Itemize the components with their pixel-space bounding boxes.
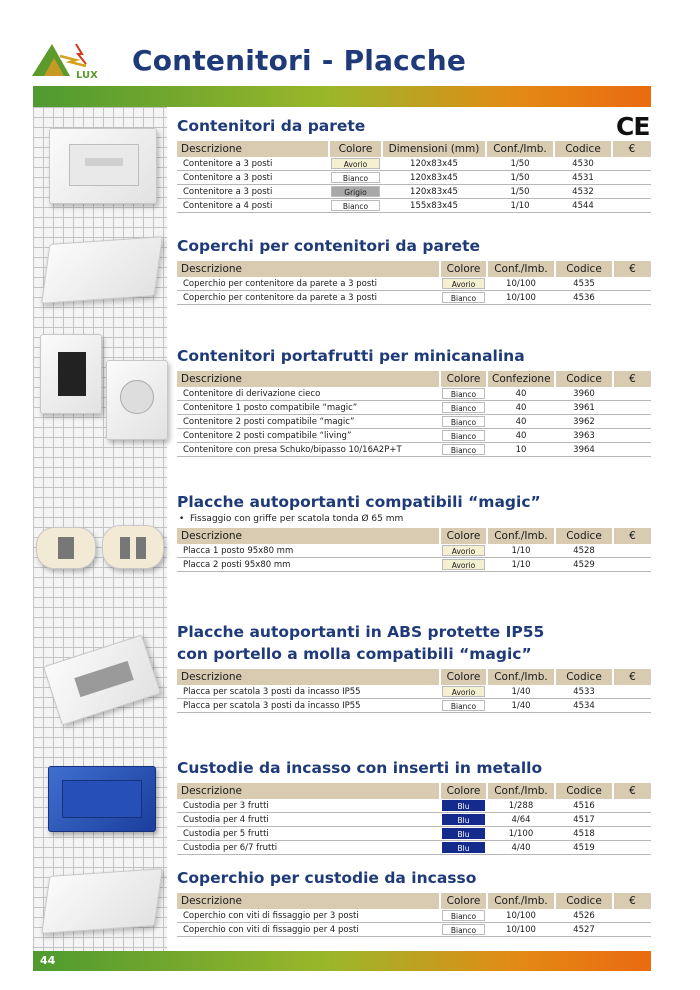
table-row	[177, 277, 651, 291]
table-row	[177, 699, 651, 713]
cell-descrizione: Coperchio per contenitore da parete a 3 posti	[177, 277, 440, 291]
cell-descrizione: Contenitore 1 posto compatibile “magic”	[177, 401, 440, 415]
col-header-codice: Codice	[554, 141, 612, 157]
col-header-codice: Codice	[555, 261, 613, 277]
page-title: Contenitori - Placche	[132, 44, 467, 77]
cell-conf: 4/40	[487, 841, 555, 855]
cell-dimensioni: 155x83x45	[382, 199, 486, 213]
cell-conf: 40	[487, 401, 555, 415]
table-row	[177, 185, 651, 199]
color-swatch: Bianco	[442, 700, 485, 711]
col-header-colore: Colore	[440, 371, 487, 387]
table-row	[177, 401, 651, 415]
cell-price	[613, 685, 651, 699]
cell-codice: 4531	[554, 171, 612, 185]
cell-conf: 10/100	[487, 923, 555, 937]
cell-conf: 40	[487, 387, 555, 401]
table-row	[177, 443, 651, 457]
cell-descrizione: Contenitore 2 posti compatibile “living”	[177, 429, 440, 443]
col-header-descrizione: Descrizione	[177, 669, 440, 685]
product-image-box-cover	[40, 866, 164, 940]
cell-descrizione: Custodia per 4 frutti	[177, 813, 440, 827]
cell-codice: 4519	[555, 841, 613, 855]
table-row	[177, 841, 651, 855]
brand-logo	[30, 40, 120, 82]
logo-text: LUX	[76, 70, 98, 81]
product-image-magic-plates	[36, 523, 166, 573]
cell-descrizione: Placca 2 posti 95x80 mm	[177, 558, 440, 572]
header-color-bar	[33, 86, 651, 107]
color-swatch: Avorio	[442, 278, 485, 289]
section-title: Contenitori portafrutti per minicanalina	[177, 347, 525, 365]
product-image-wall-box	[45, 122, 163, 212]
cell-price	[613, 387, 651, 401]
product-image-minicanalina	[40, 330, 170, 450]
cell-descrizione: Coperchio con viti di fissaggio per 3 posti	[177, 909, 440, 923]
col-header-conf: Conf./Imb.	[487, 893, 555, 909]
cell-conf: 1/288	[487, 799, 555, 813]
cell-conf: 10/100	[487, 909, 555, 923]
cell-codice: 4528	[555, 544, 613, 558]
col-header-colore: Colore	[440, 783, 487, 799]
col-header-conf: Conf./Imb.	[487, 528, 555, 544]
cell-descrizione: Placca per scatola 3 posti da incasso IP55	[177, 685, 440, 699]
col-header-price: €	[613, 783, 651, 799]
cell-price	[613, 841, 651, 855]
color-swatch: Bianco	[442, 402, 485, 413]
col-header-conf: Conf./Imb.	[487, 261, 555, 277]
product-table	[177, 669, 651, 713]
cell-conf: 40	[487, 415, 555, 429]
col-header-conf: Conf./Imb.	[487, 783, 555, 799]
col-header-colore: Colore	[440, 528, 487, 544]
cell-dimensioni: 120x83x45	[382, 157, 486, 171]
section-wall-box-covers	[177, 235, 651, 305]
table-row	[177, 429, 651, 443]
col-header-dimensioni: Dimensioni (mm)	[382, 141, 486, 157]
cell-codice: 4534	[555, 699, 613, 713]
table-row	[177, 909, 651, 923]
col-header-descrizione: Descrizione	[177, 371, 440, 387]
col-header-conf: Conf./Imb.	[486, 141, 554, 157]
section-magic-plates	[177, 491, 651, 572]
col-header-colore: Colore	[329, 141, 382, 157]
table-row	[177, 923, 651, 937]
cell-descrizione: Custodia per 5 frutti	[177, 827, 440, 841]
color-swatch: Blu	[442, 842, 485, 853]
table-row	[177, 799, 651, 813]
cell-descrizione: Placca 1 posto 95x80 mm	[177, 544, 440, 558]
color-swatch: Bianco	[442, 910, 485, 921]
cell-price	[613, 429, 651, 443]
cell-price	[612, 157, 651, 171]
color-swatch: Blu	[442, 828, 485, 839]
cell-descrizione: Contenitore con presa Schuko/bipasso 10/16A2P+T	[177, 443, 440, 457]
section-minicanalina	[177, 345, 651, 457]
cell-codice: 3962	[555, 415, 613, 429]
table-row	[177, 387, 651, 401]
cell-conf: 40	[487, 429, 555, 443]
section-title: Coperchi per contenitori da parete	[177, 237, 480, 255]
color-swatch: Avorio	[442, 559, 485, 570]
product-table	[177, 783, 651, 855]
table-row	[177, 199, 651, 213]
cell-descrizione: Placca per scatola 3 posti da incasso IP55	[177, 699, 440, 713]
cell-descrizione: Custodia per 3 frutti	[177, 799, 440, 813]
color-swatch: Grigio	[331, 186, 380, 197]
cell-price	[613, 827, 651, 841]
cell-conf: 1/50	[486, 157, 554, 171]
cell-price	[613, 909, 651, 923]
col-header-codice: Codice	[555, 893, 613, 909]
cell-conf: 1/10	[487, 558, 555, 572]
product-table	[177, 893, 651, 937]
cell-codice: 3963	[555, 429, 613, 443]
ce-mark: CE	[616, 112, 650, 141]
col-header-price: €	[612, 141, 651, 157]
cell-price	[613, 401, 651, 415]
cell-codice: 4536	[555, 291, 613, 305]
cell-dimensioni: 120x83x45	[382, 185, 486, 199]
cell-codice: 4530	[554, 157, 612, 171]
cell-conf: 4/64	[487, 813, 555, 827]
color-swatch: Blu	[442, 800, 485, 811]
section-title: Placche autoportanti in ABS protette IP55	[177, 623, 545, 641]
col-header-confezione: Confezione	[487, 371, 555, 387]
page-number: 44	[40, 954, 56, 967]
col-header-price: €	[613, 528, 651, 544]
cell-codice: 3961	[555, 401, 613, 415]
col-header-colore: Colore	[440, 669, 487, 685]
section-title: Placche autoportanti compatibili “magic”	[177, 493, 541, 511]
cell-codice: 4518	[555, 827, 613, 841]
col-header-codice: Codice	[555, 528, 613, 544]
product-table	[177, 371, 651, 457]
cell-descrizione: Contenitore a 3 posti	[177, 185, 329, 199]
col-header-price: €	[613, 261, 651, 277]
cell-descrizione: Custodia per 6/7 frutti	[177, 841, 440, 855]
cell-codice: 4544	[554, 199, 612, 213]
color-swatch: Bianco	[442, 430, 485, 441]
col-header-conf: Conf./Imb.	[487, 669, 555, 685]
cell-conf: 1/50	[486, 171, 554, 185]
cell-conf: 10/100	[487, 291, 555, 305]
color-swatch: Bianco	[331, 200, 380, 211]
section-title-line2: con portello a molla compatibili “magic”	[177, 645, 532, 663]
cell-price	[613, 544, 651, 558]
cell-conf: 1/40	[487, 685, 555, 699]
color-swatch: Bianco	[442, 924, 485, 935]
cell-price	[612, 199, 651, 213]
cell-codice: 4517	[555, 813, 613, 827]
product-table	[177, 528, 651, 572]
cell-descrizione: Contenitore 2 posti compatibile “magic”	[177, 415, 440, 429]
cell-dimensioni: 120x83x45	[382, 171, 486, 185]
cell-conf: 1/40	[487, 699, 555, 713]
color-swatch: Avorio	[442, 686, 485, 697]
color-swatch: Avorio	[442, 545, 485, 556]
cell-price	[613, 291, 651, 305]
cell-conf: 1/10	[486, 199, 554, 213]
table-row	[177, 558, 651, 572]
cell-conf: 1/10	[487, 544, 555, 558]
col-header-descrizione: Descrizione	[177, 261, 440, 277]
col-header-descrizione: Descrizione	[177, 528, 440, 544]
bullet-icon: •	[179, 514, 191, 524]
col-header-descrizione: Descrizione	[177, 783, 440, 799]
col-header-price: €	[613, 669, 651, 685]
col-header-descrizione: Descrizione	[177, 893, 440, 909]
cell-conf: 10/100	[487, 277, 555, 291]
section-ip55-plates	[177, 621, 651, 713]
col-header-price: €	[613, 371, 651, 387]
cell-codice: 4535	[555, 277, 613, 291]
product-table	[177, 261, 651, 305]
table-row	[177, 813, 651, 827]
cell-conf: 10	[487, 443, 555, 457]
cell-price	[613, 558, 651, 572]
cell-descrizione: Coperchio per contenitore da parete a 3 posti	[177, 291, 440, 305]
section-flush-boxes	[177, 757, 651, 855]
cell-codice: 4526	[555, 909, 613, 923]
col-header-codice: Codice	[555, 669, 613, 685]
product-table	[177, 141, 651, 213]
cell-descrizione: Contenitore a 3 posti	[177, 171, 329, 185]
cell-price	[612, 171, 651, 185]
cell-price	[613, 923, 651, 937]
cell-codice: 3964	[555, 443, 613, 457]
section-title: Custodie da incasso con inserti in metallo	[177, 759, 543, 777]
table-row	[177, 291, 651, 305]
color-swatch: Bianco	[442, 444, 485, 455]
cell-codice: 3960	[555, 387, 613, 401]
cell-price	[613, 443, 651, 457]
table-row	[177, 827, 651, 841]
cell-descrizione: Contenitore a 3 posti	[177, 157, 329, 171]
color-swatch: Bianco	[442, 292, 485, 303]
cell-price	[612, 185, 651, 199]
color-swatch: Bianco	[331, 172, 380, 183]
col-header-colore: Colore	[440, 261, 487, 277]
cell-codice: 4527	[555, 923, 613, 937]
cell-price	[613, 277, 651, 291]
table-row	[177, 415, 651, 429]
cell-descrizione: Coperchio con viti di fissaggio per 4 posti	[177, 923, 440, 937]
table-row	[177, 171, 651, 185]
color-swatch: Bianco	[442, 388, 485, 399]
section-flush-box-covers	[177, 867, 651, 937]
section-note: • Fissaggio con griffe per scatola tonda Ø 65 mm	[179, 514, 404, 524]
footer-color-bar	[33, 951, 651, 971]
table-row	[177, 544, 651, 558]
table-row	[177, 157, 651, 171]
col-header-codice: Codice	[555, 371, 613, 387]
cell-codice: 4529	[555, 558, 613, 572]
cell-price	[613, 415, 651, 429]
cell-codice: 4532	[554, 185, 612, 199]
col-header-colore: Colore	[440, 893, 487, 909]
col-header-descrizione: Descrizione	[177, 141, 329, 157]
cell-conf: 1/50	[486, 185, 554, 199]
color-swatch: Avorio	[331, 158, 380, 169]
cell-descrizione: Contenitore a 4 posti	[177, 199, 329, 213]
product-image-blue-box	[44, 760, 162, 840]
section-wall-boxes	[177, 115, 651, 213]
cell-price	[613, 699, 651, 713]
section-title: Coperchio per custodie da incasso	[177, 869, 477, 887]
product-image-ip55-plate	[44, 635, 166, 725]
table-row	[177, 685, 651, 699]
cell-price	[613, 813, 651, 827]
cell-conf: 1/100	[487, 827, 555, 841]
cell-codice: 4533	[555, 685, 613, 699]
color-swatch: Blu	[442, 814, 485, 825]
section-title: Contenitori da parete	[177, 117, 366, 135]
product-image-cover	[40, 232, 164, 312]
col-header-codice: Codice	[555, 783, 613, 799]
cell-descrizione: Contenitore di derivazione cieco	[177, 387, 440, 401]
col-header-price: €	[613, 893, 651, 909]
color-swatch: Bianco	[442, 416, 485, 427]
cell-price	[613, 799, 651, 813]
cell-codice: 4516	[555, 799, 613, 813]
